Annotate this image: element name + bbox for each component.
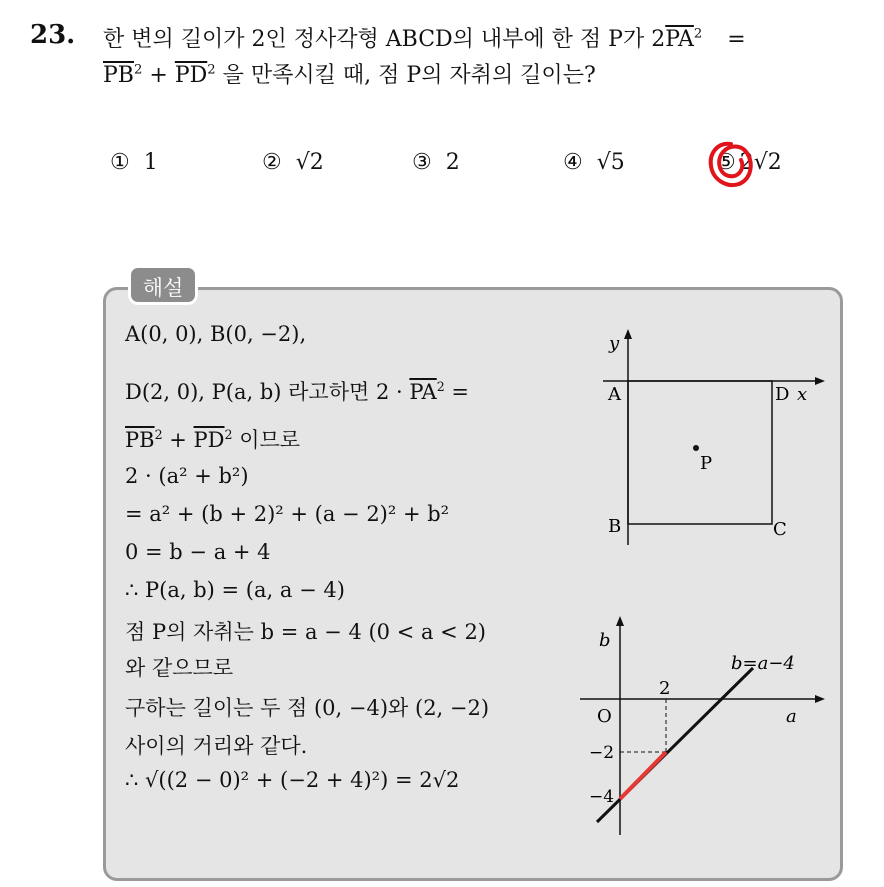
- x-axis-label: x: [797, 384, 808, 405]
- label-p: P: [700, 453, 713, 474]
- choice-1[interactable]: ① 1: [110, 150, 158, 175]
- square-figure: [595, 325, 830, 550]
- solution-line-6: 0 = b − a + 4: [125, 540, 271, 564]
- locus-graph: [575, 610, 830, 840]
- solution-line-12: ∴ √((2 − 0)² + (−2 + 4)²) = 2√2: [125, 768, 460, 792]
- origin-label: O: [597, 706, 612, 727]
- line-equation-label: b=a−4: [731, 653, 795, 674]
- tick-label-minus-4: −4: [589, 787, 615, 807]
- question-line-1: 한 변의 길이가 2인 정사각형 ABCD의 내부에 한 점 P가 $2\overline{PA}^2$ =: [103, 26, 746, 52]
- label-d: D: [775, 384, 790, 405]
- solution-line-4: 2 · (a² + b²): [125, 464, 249, 488]
- answer-circle-mark: [703, 138, 759, 194]
- y-axis-arrow: [624, 329, 632, 339]
- x-axis-arrow: [815, 377, 825, 385]
- tick-label-minus-2: −2: [589, 743, 615, 763]
- solution-line-9: 와 같으므로: [125, 656, 234, 680]
- solution-line-5: = a² + (b + 2)² + (a − 2)² + b²: [125, 502, 450, 526]
- choice-4[interactable]: ④ √5: [563, 150, 625, 175]
- label-b: B: [608, 516, 622, 537]
- a-axis-arrow: [815, 695, 825, 703]
- solution-line-11: 사이의 거리와 같다.: [125, 734, 308, 758]
- question-line-2: $\overline{PB}^2 + \overline{PD}^2$ 을 만족시킬 때, 점 P의 자취의 길이는?: [103, 62, 596, 88]
- a-axis-label: a: [786, 706, 797, 727]
- choice-2[interactable]: ② √2: [262, 150, 324, 175]
- b-axis-label: b: [599, 630, 611, 651]
- tick-label-2: 2: [659, 678, 671, 699]
- label-c: C: [773, 519, 787, 540]
- solution-line-3: $\overline{PB}^2 + \overline{PD}^2$ 이므로: [125, 427, 301, 452]
- solution-line-8: 점 P의 자취는 b = a − 4 (0 < a < 2): [125, 620, 486, 644]
- solution-line-7: ∴ P(a, b) = (a, a − 4): [125, 578, 345, 602]
- point-p-dot: [693, 445, 699, 451]
- y-axis-label: y: [609, 333, 620, 354]
- choice-5[interactable]: ⑤ 2√2: [716, 150, 782, 175]
- solution-tab: 해설: [128, 265, 198, 305]
- b-axis-arrow: [616, 616, 624, 626]
- choice-3[interactable]: ③ 2: [412, 150, 460, 175]
- solution-line-10: 구하는 길이는 두 점 (0, −4)와 (2, −2): [125, 696, 490, 720]
- question-number: 23.: [30, 20, 76, 50]
- solution-line-1: A(0, 0), B(0, −2),: [125, 322, 307, 346]
- label-a: A: [608, 384, 621, 405]
- solution-line-2: D(2, 0), P(a, b) 라고하면 $2 \cdot \overline{PA}^2$ =: [125, 379, 470, 404]
- locus-segment: [620, 752, 666, 799]
